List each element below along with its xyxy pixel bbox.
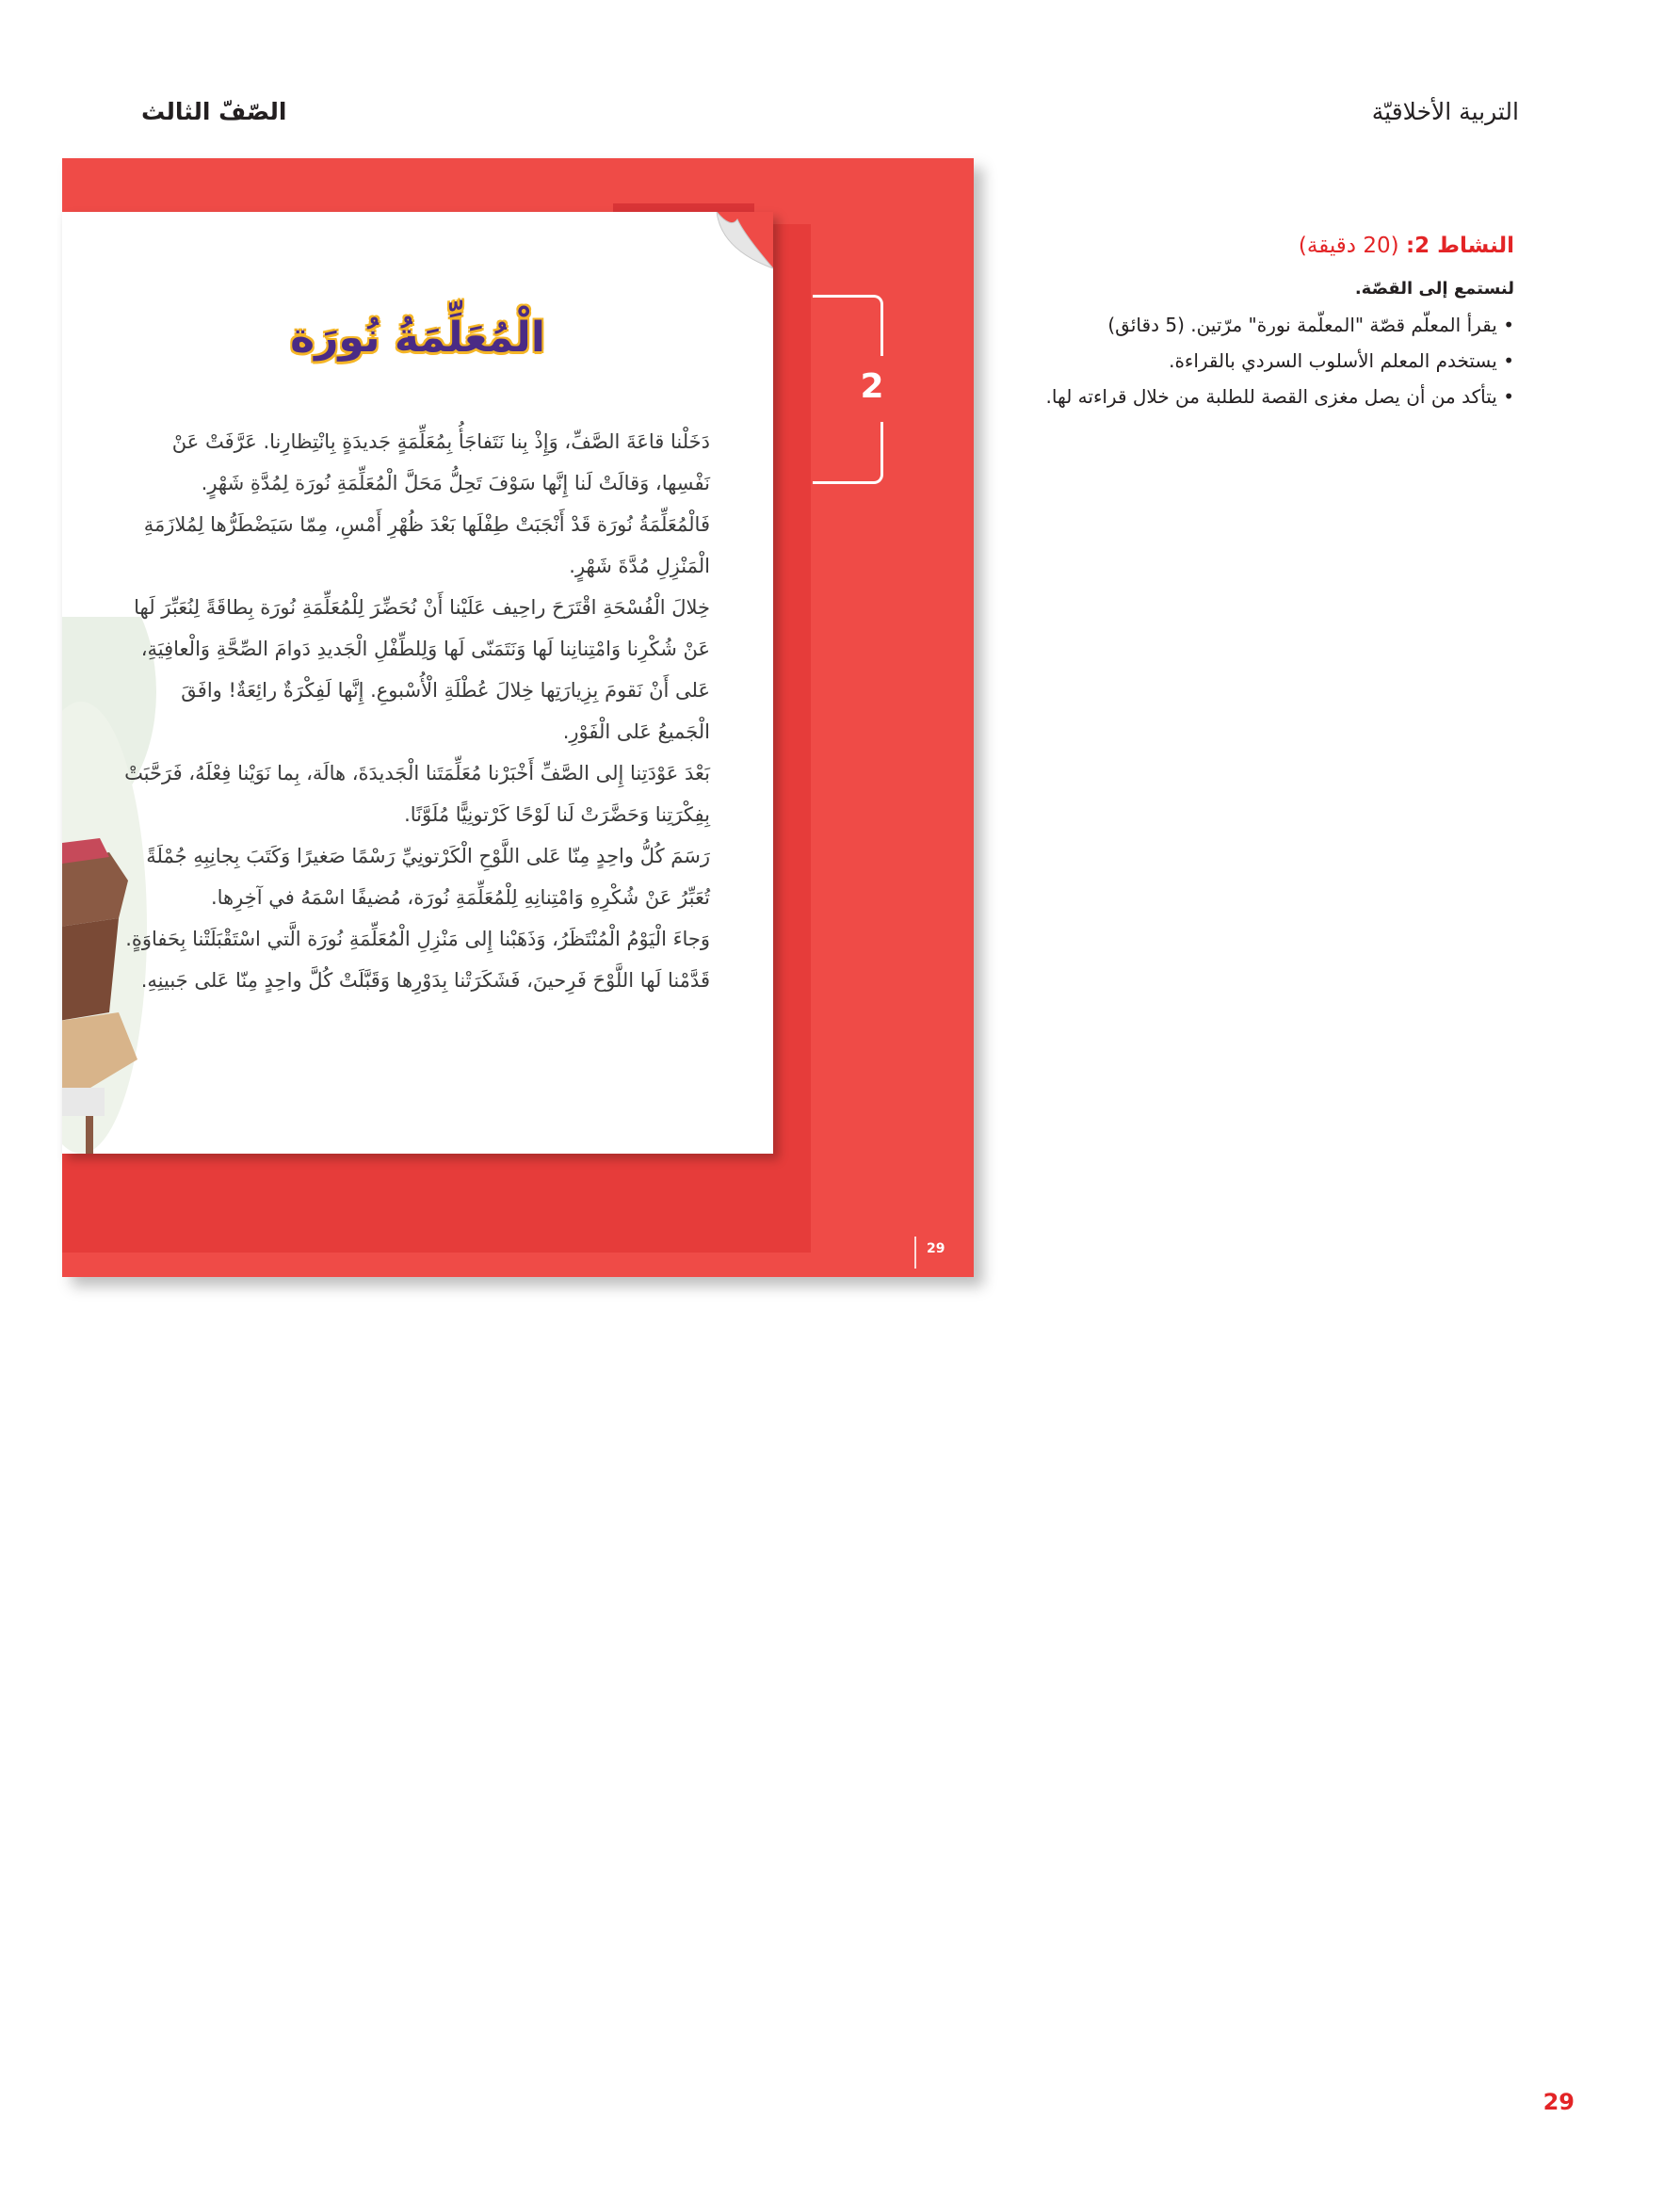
activity-section <box>987 230 1514 414</box>
activity-duration: (20 دقيقة) <box>1298 234 1399 258</box>
grade-header: الصّفّ الثالث <box>141 98 287 125</box>
subject-header: التربية الأخلاقيّة <box>1371 98 1519 125</box>
activity-subtitle: لنستمع إلى القصّة. <box>1354 279 1514 299</box>
story-paragraph: دَخَلْنا قاعَةَ الصَّفِّ، وَإِذْ بِنا نَتَفاجَأُ بِمُعَلِّمَةٍ جَديدَةٍ بِانْتِظارِنا. عَرَّفَتْ عَنْ نَفْسِها، وَقالَتْ لَنا إِنَّها سَوْفَ تَحِلُّ مَحَلَّ الْمُعَلِّمَةِ نُورَة لِمُدَّةِ شَهْرٍ. <box>171 430 710 494</box>
story-paragraph: خِلالَ الْفُسْحَةِ اقْتَرَحَ راحِيف عَلَيْنا أَنْ نُحَضِّرَ لِلْمُعَلِّمَةِ نُورَة بِطاقَةً لِنُعَبِّرَ لَها عَنْ شُكْرِنا وَامْتِنانِنا لَها وَنَتَمَنّى لَها وَلِلطِّفْلِ الْجَديدِ دَوامَ الصِّحَّةِ وَالْعافِيَةِ، عَلى أَنْ نَقومَ بِزِيارَتِها خِلالَ عُطْلَةِ الْأُسْبوعِ. إِنَّها لَفِكْرَةٌ رائِعَةٌ! وافَقَ الْجَميعُ عَلى الْفَوْرِ. <box>134 596 710 743</box>
activity-list <box>987 307 1514 414</box>
page-number: 29 <box>1543 2089 1575 2115</box>
story-paragraph: فَالْمُعَلِّمَةُ نُورَة قَدْ أَنْجَبَتْ طِفْلَها بَعْدَ ظُهْرِ أَمْسِ، مِمّا سَيَضْطَرُّها لِمُلازَمَةِ الْمَنْزِلِ مُدَّةَ شَهْرٍ. <box>143 513 710 577</box>
lesson-number: 2 <box>860 367 884 406</box>
story-panel <box>62 158 974 1277</box>
story-body <box>124 421 710 1001</box>
activity-title <box>987 230 1514 262</box>
story-paragraph: رَسَمَ كُلُّ واحِدٍ مِنّا عَلى اللَّوْحِ الْكَرْتونِيِّ رَسْمًا صَغيرًا وَكَتَبَ بِجانِبِهِ جُمْلَةً تُعَبِّرُ عَنْ شُكْرِهِ وَامْتِنانِهِ لِلْمُعَلِّمَةِ نُورَة، مُضيفًا اسْمَهُ في آخِرِها. <box>146 845 710 909</box>
list-item: • يقرأ المعلّم قصّة "المعلّمة نورة" مرّتين. (5 دقائق) <box>987 307 1514 343</box>
activity-label: النشاط 2: <box>1405 234 1514 258</box>
story-paragraph: بَعْدَ عَوْدَتِنا إِلى الصَّفِّ أَخْبَرْنا مُعَلِّمَتَنا الْجَديدَةَ، هالَة، بِما نَوَيْنا فِعْلَهُ، فَرَحَّبَتْ بِفِكْرَتِنا وَحَضَّرَتْ لَنا لَوْحًا كَرْتونِيًّا مُلَوَّنًا. <box>124 762 710 826</box>
list-item: • يستخدم المعلم الأسلوب السردي بالقراءة. <box>987 343 1514 379</box>
page-number-divider <box>914 1237 916 1269</box>
story-page <box>62 212 773 1154</box>
list-item: • يتأكد من أن يصل مغزى القصة للطلبة من خلال قراءته لها. <box>987 379 1514 414</box>
story-title: الْمُعَلِّمَةُ نُورَة <box>290 314 545 362</box>
page-curl-icon <box>679 212 773 306</box>
story-page-number: 29 <box>927 1241 945 1256</box>
story-paragraph: وَجاءَ الْيَوْمُ الْمُنْتَظَرُ، وَذَهَبْنا إِلى مَنْزِلِ الْمُعَلِّمَةِ نُورَة الَّتي اسْتَقْبَلَتْنا بِحَفاوَةٍ. قَدَّمْنا لَها اللَّوْحَ فَرِحينَ، فَشَكَرَتْنا بِدَوْرِها وَقَبَّلَتْ كُلَّ واحِدٍ مِنّا عَلى جَبينِهِ. <box>125 928 710 992</box>
